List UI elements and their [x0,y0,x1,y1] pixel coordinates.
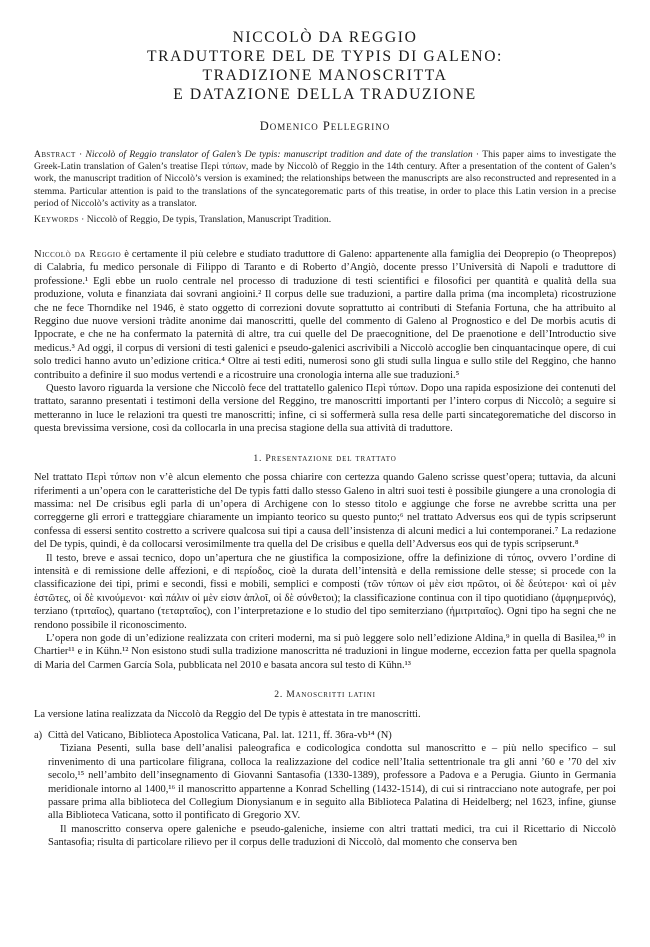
abstract-label: Abstract [34,149,76,160]
section-1-paragraph-1: Nel trattato Περὶ τύπων non v’è alcun elemento che possa chiarire con certezza quando Galeno scrisse quest’opera; tuttavia, da alcuni riferimenti a un’opera con le caratteristiche del De typis fatti dallo stesso Galeno in altri suoi testi è possibile giungere a una cronologia di massima: nel De crisibus egli parla di un’opera di Archigene con lo stesso titolo e aggiunge che forse ne avrebbe scritta una per correggerne gli errori e tratteggiare chiaramente un impianto teorico su questo punto;⁶ nel trattato Adversus eos qui de typis scripserunt confessa di essersi sentito costretto a scrivere qualcosa sui tipi a causa dell’insistenza di alcuni medici a lui contemporanei.⁷ La redazione del De typis, quindi, è da collocarsi verosimilmente tra quella del De crisibus e quella dell’Adversus eos qui de typis scripserunt.⁸ [34,472,616,551]
manuscript-item-a [34,729,616,742]
keywords-text: · Niccolò of Reggio, De typis, Translation, Manuscript Tradition. [78,214,332,226]
item-a-paragraph-1: Tiziana Pesenti, sulla base dell’analisi paleografica e codicologica condotta sul manoscritto e – più nello specifico – sul rinvenimento di una particolare filigrana, colloca la realizzazione del codice nell’Italia settentrionale tra gli anni ’60 e ’70 del xiv secolo,¹⁵ nell’ambito dell’insegnamento di Giovanni Santasofia (1330-1389), professore a Padova e a Perugia. Giunto in Germania meridionale intorno al 1400,¹⁶ il manoscritto appartenne a Konrad Schelling (1432-1514), di cui si rintracciano note autografe, per poi passare prima alla biblioteca del Collegium Dionysianum e in seguito alla Biblioteca Palatina di Heidelberg; nel 1623, infine, giunse alla Biblioteca Vaticana, sotto il pontificato di Gregorio XV. [48,743,616,822]
item-a-marker: a) [34,730,43,742]
title-line-4: E DATAZIONE DELLA TRADUZIONE [173,86,477,103]
item-a-paragraph-2: Il manoscritto conserva opere galeniche e pseudo-galeniche, insieme con altri trattati medici, tra cui il Ricettario di Niccolò Santasofia; risulta di particolare rilievo per il corpus delle traduzioni di Niccolò, dal momento che conserva ben [48,823,616,849]
item-a-heading: Città del Vaticano, Biblioteca Apostolica Vaticana, Pal. lat. 1211, ff. 36ra-vb¹⁴ (N) [48,730,392,742]
author-name: Domenico Pellegrino [259,119,391,133]
intro-paragraph-1 [34,248,616,382]
abstract-text: · This paper aims to investigate the Greek-Latin translation of Galen’s treatise Περὶ τύπων, made by Niccolò of Reggio in the 14th century. After a presentation of the content of Galen’s work, the manuscript tradition of Niccolò’s version is examined; the relationships between the manuscripts are also reconstructed and represented in a stemma. Particular attention is paid to the translations of the syncategorematic parts of this treatise, in order to place this Latin version in a precise period of Niccolò’s activity as a translator. [34,149,616,209]
abstract-separator: · [75,149,86,160]
title-line-3: TRADIZIONE MANOSCRITTA [202,67,448,84]
section-1-paragraph-2: Il testo, breve e assai tecnico, dopo un’apertura che ne giustifica la composizione, offre la definizione di τύπος, ovvero l’ordine di intensità e di remissione delle affezioni, e di περίοδος, cioè la durata dell’intensità e della remissione delle stesse; si procede con la classificazione dei tipi, primi e secondi, fissi e mobili, semplici e composti (τῶν τύπων οἱ μὲν εἰσι πρῶτοι, οἱ δὲ δεύτεροι· καὶ οἱ μὲν ἑστῶτες, οἱ δὲ κινούμενοι· καὶ πάλιν οἱ μὲν εἰσιν ἁπλοῖ, οἱ δὲ σύνθετοι); la classificazione continua con il tipo quotidiano (ἀμφημερινός), terziano (τριταῖος), quartano (τεταρταῖος), con l’interpretazione e lo studio del tipo semiterziano (ἡμιτριταῖος). Ogni tipo ha segni che ne rendono possibile il riconoscimento. [34,552,616,631]
item-a-body [34,742,616,849]
intro-lead: Niccolò da Reggio [34,249,122,261]
intro-paragraph-1-text: è certamente il più celebre e studiato traduttore di Galeno: appartenente alla famiglia dei Deoprepio (o Theoprepos) di Calabria, fu medico personale di Filippo di Taranto e di Roberto d’Angiò, docente presso l’Università di Napoli e traduttore di professione.¹ Egli ebbe un ruolo centrale nel processo di traduzione di testi scientifici e filosofici per quantità e qualità della sua produzione, voluta e finanziata dai sovrani angioini.² Il corpus delle sue traduzioni, a partire dalla prima (ma incompleta) ricostruzione che ne fece Thorndike nel 1946, è stato oggetto di correzioni dovute soprattutto ai contributi di Stefania Fortuna, che ha attribuito al Reggino due nuove versioni tràdite anonime dai manoscritti, quelle del commento di Galeno al Prognostico e del De morbis acutis di Ippocrate, e che ne ha confermato la paternità di altre, tra cui quelle del De praecognitione, del De praenotione e dell’Introductio sive medicus.³ Ad oggi, il corpus di versioni di testi galenici e pseudo-galenici ascrivibili a Niccolò accoglie ben cinquantacinque opere, di cui solo tredici hanno avuto un’edizione critica.⁴ Oltre ai testi editi, numerosi sono gli studi sulla lingua e sullo stile del Reggino, che hanno contribuito a definire il suo modus vertendi e a ricostruire una cronologia interna alle sue traduzioni.⁵ [34,249,616,381]
abstract [34,149,616,210]
keywords-label: Keywords [34,214,79,226]
title-line-2: TRADUTTORE DEL DE TYPIS DI GALENO: [146,48,503,65]
keywords [34,214,616,226]
section-2-heading: 2. Manoscritti latini [274,689,376,701]
intro-paragraph-2: Questo lavoro riguarda la versione che Niccolò fece del trattatello galenico Περὶ τύπων. Dopo una rapida esposizione dei contenuti del trattato, saranno presentati i testimoni della versione del Reggino, tre manoscritti importanti per l’intero corpus di Niccolò; a seguire si metteranno in luce le relazioni tra questi tre manoscritti; infine, ci si soffermerà sulla resa delle parti sincategorematiche del discorso in questa brevissima versione, così da collocarla in una precisa stagione della sua attività di traduttore. [34,383,616,435]
section-1-paragraph-3: L’opera non gode di un’edizione realizzata con criteri moderni, ma si può leggere solo nell’edizione Aldina,⁹ in quella di Basilea,¹⁰ in Chartier¹¹ e in Kühn.¹² Non esistono studi sulla tradizione manoscritta né traduzioni in lingue moderne, eccezion fatta per quella spagnola di Maria del Carmen García Sola, pubblicata nel 2010 e basata ancora sul testo di Kühn.¹³ [34,632,616,671]
section-1-heading: 1. Presentazione del trattato [253,452,397,464]
abstract-title: Niccolò of Reggio translator of Galen’s De typis: manuscript tradition and date of the translation [85,149,473,160]
section-2-paragraph-1: La versione latina realizzata da Niccolò da Reggio del De typis è attestata in tre manoscritti. [34,708,421,720]
page [0,28,650,947]
article-body [34,248,616,850]
article-title [34,28,616,104]
title-line-1: NICCOLÒ DA REGGIO [232,29,418,46]
